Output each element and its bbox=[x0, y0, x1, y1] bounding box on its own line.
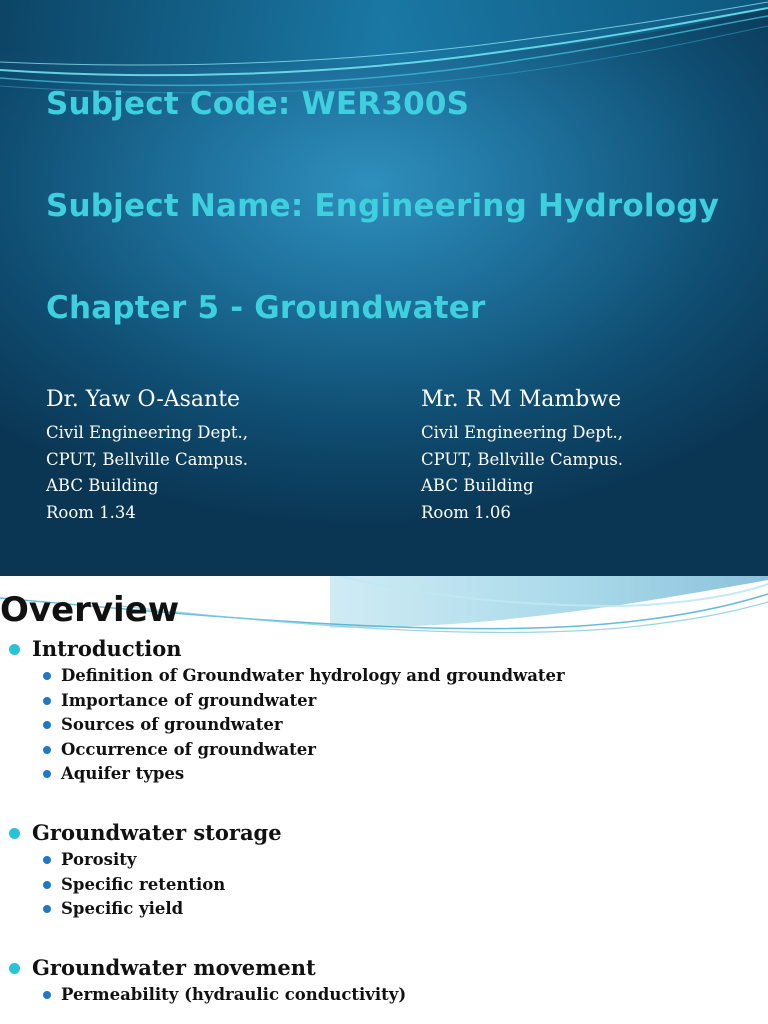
overview-slide bbox=[0, 576, 768, 1024]
bullet-dot-icon bbox=[43, 672, 51, 680]
author-dept: Civil Engineering Dept., bbox=[46, 423, 248, 442]
author-block-1 bbox=[46, 386, 376, 526]
bullet-dot-icon bbox=[9, 828, 20, 839]
author-name: Mr. R M Mambwe bbox=[421, 387, 622, 412]
section-heading-label: Groundwater movement bbox=[32, 954, 316, 980]
list-item: Specific retention bbox=[0, 873, 768, 898]
section-heading-label: Groundwater storage bbox=[32, 819, 282, 845]
slide-title: Overview bbox=[0, 590, 180, 630]
section-heading bbox=[0, 818, 768, 848]
outline-section bbox=[0, 634, 768, 787]
list-item: Porosity bbox=[0, 848, 768, 873]
section-heading bbox=[0, 634, 768, 664]
bullet-dot-icon bbox=[43, 746, 51, 754]
bullet-dot-icon bbox=[43, 770, 51, 778]
list-item: Sources of groundwater bbox=[0, 713, 768, 738]
bullet-dot-icon bbox=[9, 963, 20, 974]
list-item: Permeability (hydraulic conductivity) bbox=[0, 983, 768, 1008]
section-heading-label: Introduction bbox=[32, 636, 182, 661]
section-heading bbox=[0, 953, 768, 983]
author-building: ABC Building bbox=[46, 476, 159, 495]
bullet-dot-icon bbox=[43, 905, 51, 913]
outline-section bbox=[0, 818, 768, 922]
bullet-dot-icon bbox=[43, 991, 51, 999]
outline-list bbox=[0, 634, 768, 1007]
author-campus: CPUT, Bellville Campus. bbox=[421, 449, 624, 469]
author-block-2 bbox=[421, 386, 751, 526]
subject-name: Subject Name: Engineering Hydrology bbox=[46, 188, 720, 224]
list-item: Specific yield bbox=[0, 897, 768, 922]
list-item: Importance of groundwater bbox=[0, 689, 768, 714]
list-item: Aquifer types bbox=[0, 762, 768, 787]
bullet-dot-icon bbox=[43, 721, 51, 729]
list-item: Definition of Groundwater hydrology and groundwater bbox=[0, 664, 768, 689]
outline-section bbox=[0, 953, 768, 1008]
author-campus: CPUT, Bellville Campus. bbox=[46, 449, 249, 469]
bullet-dot-icon bbox=[43, 697, 51, 705]
subject-code: Subject Code: WER300S bbox=[46, 86, 470, 122]
bullet-dot-icon bbox=[9, 644, 20, 655]
chapter-title: Chapter 5 - Groundwater bbox=[46, 290, 486, 326]
author-room: Room 1.06 bbox=[421, 502, 511, 522]
author-name: Dr. Yaw O-Asante bbox=[46, 387, 241, 412]
bullet-dot-icon bbox=[43, 881, 51, 889]
author-room: Room 1.34 bbox=[46, 502, 136, 522]
bullet-dot-icon bbox=[43, 856, 51, 864]
list-item: Occurrence of groundwater bbox=[0, 738, 768, 763]
author-dept: Civil Engineering Dept., bbox=[421, 423, 623, 442]
author-building: ABC Building bbox=[421, 476, 534, 495]
